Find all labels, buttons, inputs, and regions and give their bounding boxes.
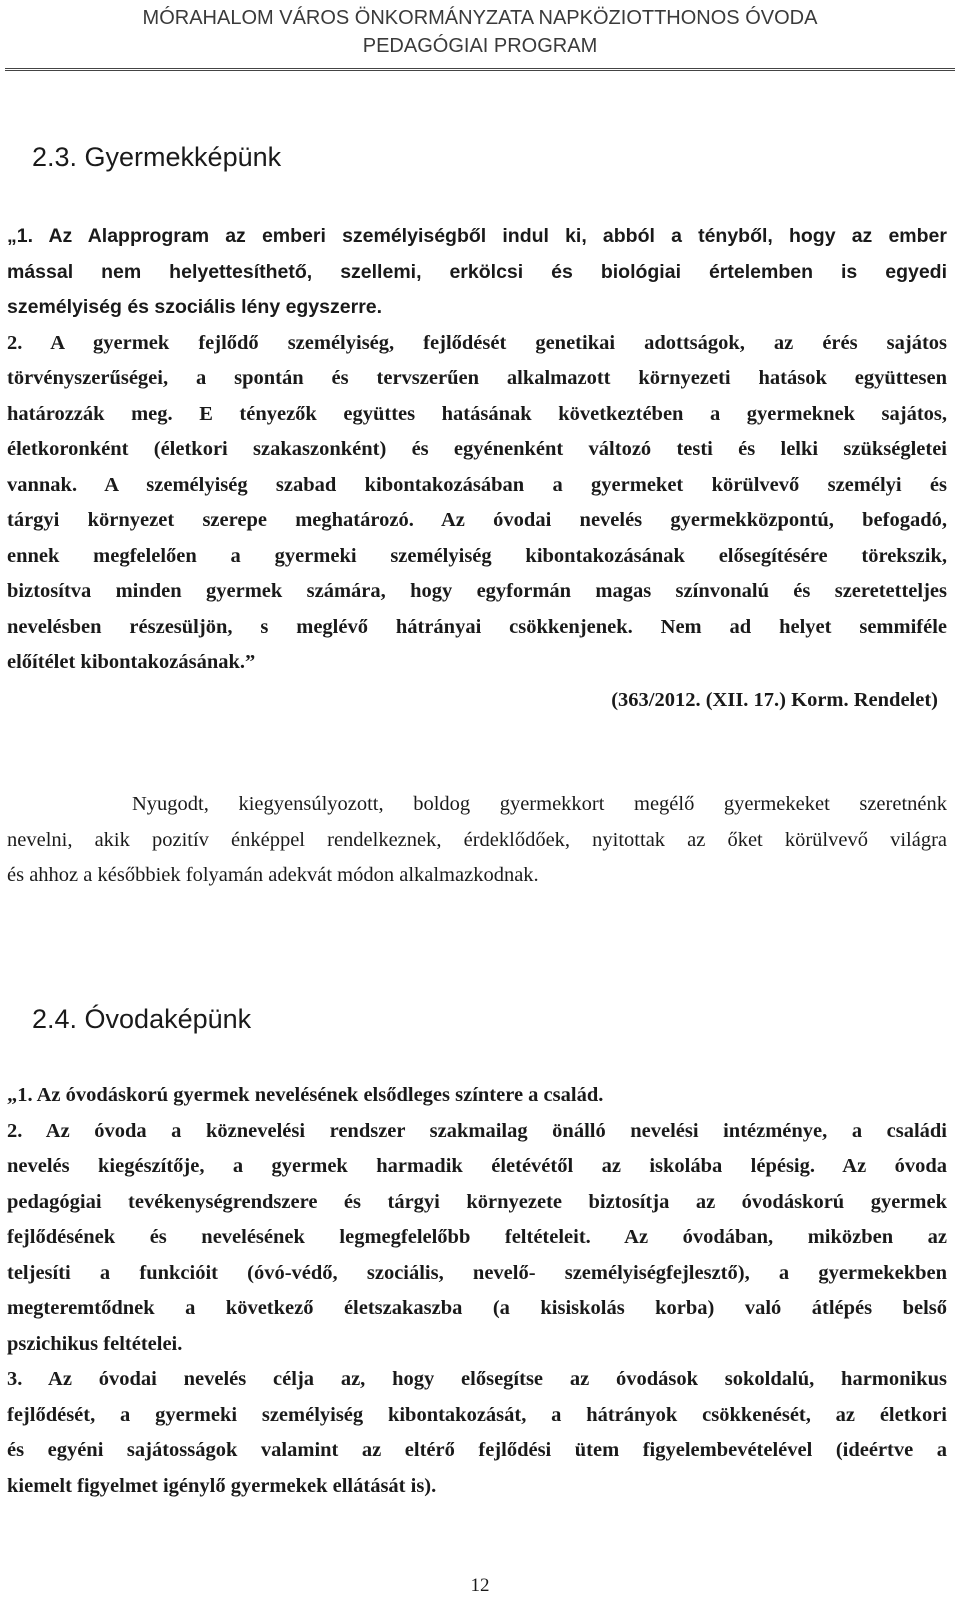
quote-line: mással nem helyettesíthető, szellemi, erkölcsi és biológiai értelemben is egyedi bbox=[7, 260, 947, 283]
page-number: 12 bbox=[470, 1575, 490, 1596]
paragraph-line: nevelni, akik pozitív énképpel rendelkeznek, érdeklődőek, nyitottak az őket körülvevő világra bbox=[7, 828, 947, 851]
section-heading-gyermekkepunk: 2.3. Gyermekképünk bbox=[32, 142, 282, 172]
quote-line: teljesíti a funkcióit (óvó-védő, szociális, nevelő- személyiségfejlesztő), a gyermekekben bbox=[7, 1261, 947, 1284]
quote-line: pszichikus feltételei. bbox=[7, 1332, 183, 1355]
page-header bbox=[0, 0, 960, 60]
quote-line: törvényszerűségei, a spontán és tervszerűen alkalmazott környezeti hatások együttesen bbox=[7, 367, 947, 389]
legal-citation: (363/2012. (XII. 17.) Korm. Rendelet) bbox=[611, 689, 938, 711]
quote-line: életkoronként (életkori szakaszonként) és egyénenként változó testi és lelki szükségletei bbox=[7, 438, 947, 460]
paragraph-gyermekkep bbox=[7, 787, 947, 894]
quote-line: nevelésben részesüljön, s meglévő hátrányai csökkenjenek. Nem ad helyet semmiféle bbox=[7, 615, 947, 638]
quote-line: kiemelt figyelmet igénylő gyermekek ellátását is). bbox=[7, 1474, 437, 1497]
quote-block-alapprogram-2 bbox=[7, 1078, 947, 1504]
quote-line: előítélet kibontakozásának.” bbox=[7, 651, 256, 673]
quote-line: vannak. A személyiség szabad kibontakozásában a gyermeket körülvevő személyi és bbox=[7, 473, 947, 496]
paragraph-line: és ahhoz a későbbiek folyamán adekvát módon alkalmazkodnak. bbox=[7, 864, 539, 886]
quote-line: 2. Az óvoda a köznevelési rendszer szakmailag önálló nevelési intézménye, a családi bbox=[7, 1119, 947, 1142]
quote-line: pedagógiai tevékenységrendszere és tárgyi környezete biztosítja az óvodáskorú gyermek bbox=[7, 1190, 947, 1213]
quote-line: és egyéni sajátosságok valamint az eltérő fejlődési ütem figyelembevételével (ideértve a bbox=[7, 1439, 947, 1461]
header-divider bbox=[5, 68, 955, 71]
quote-line: biztosítva minden gyermek számára, hogy egyformán magas színvonalú és szeretetteljes bbox=[7, 580, 947, 602]
quote-line: személyiség és szociális lény egyszerre. bbox=[7, 296, 383, 318]
quote-block-alapprogram-1 bbox=[7, 219, 947, 681]
quote-line: 2. A gyermek fejlődő személyiség, fejlődését genetikai adottságok, az érés sajátos bbox=[7, 331, 947, 354]
quote-line: megteremtődnek a következő életszakaszba (a kisiskolás korba) való átlépés belső bbox=[7, 1297, 947, 1319]
paragraph-line: Nyugodt, kiegyensúlyozott, boldog gyermekkort megélő gyermekeket szeretnénk bbox=[132, 793, 947, 815]
header-document-title: PEDAGÓGIAI PROGRAM bbox=[362, 35, 598, 57]
section-heading-ovodakepunk: 2.4. Óvodaképünk bbox=[32, 1004, 252, 1034]
quote-line: ennek megfelelően a gyermeki személyiség kibontakozásának elősegítésére törekszik, bbox=[7, 544, 947, 567]
quote-line: fejlődését, a gyermeki személyiség kibontakozását, a hátrányok csökkenését, az életkori bbox=[7, 1403, 947, 1426]
quote-line: 3. Az óvodai nevelés célja az, hogy elősegítse az óvodások sokoldalú, harmonikus bbox=[7, 1368, 947, 1390]
quote-line: tárgyi környezet szerepe meghatározó. Az óvodai nevelés gyermekközpontú, befogadó, bbox=[7, 509, 947, 531]
quote-line: nevelés kiegészítője, a gyermek harmadik életévétől az iskolába lépésig. Az óvoda bbox=[7, 1155, 947, 1177]
quote-line: határozzák meg. E tényezők együttes hatásának következtében a gyermeknek sajátos, bbox=[7, 402, 947, 425]
quote-line: „1. Az Alapprogram az emberi személyiségből indul ki, abból a tényből, hogy az ember bbox=[7, 225, 947, 247]
quote-line: „1. Az óvodáskorú gyermek nevelésének elsődleges színtere a család. bbox=[7, 1084, 604, 1106]
header-institution: MÓRAHALOM VÁROS ÖNKORMÁNYZATA NAPKÖZIOTTHONOS ÓVODA bbox=[142, 7, 818, 29]
quote-line: fejlődésének és nevelésének legmegfelelőbb feltételeit. Az óvodában, miközben az bbox=[7, 1226, 947, 1248]
